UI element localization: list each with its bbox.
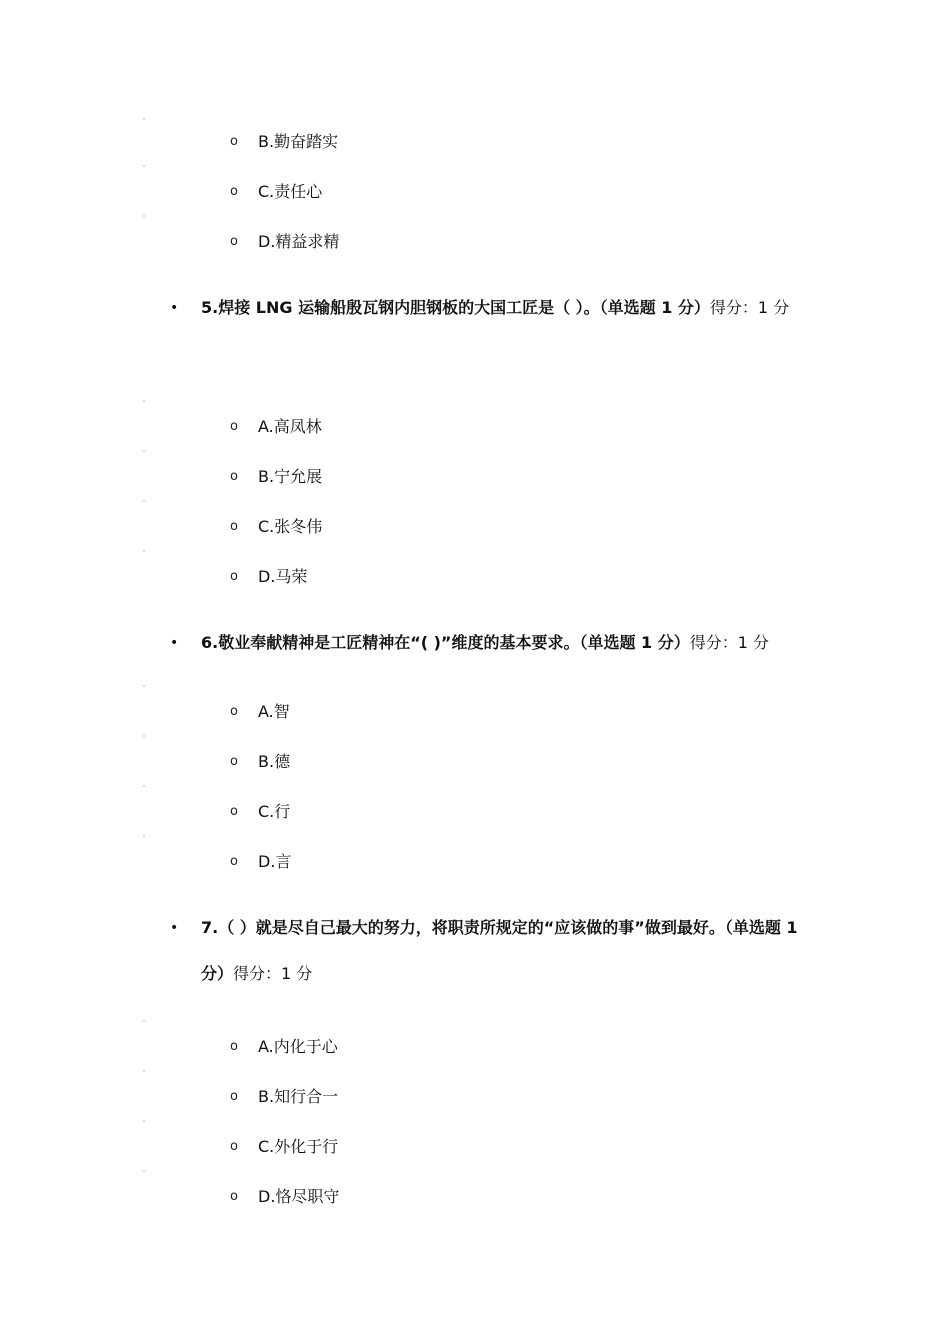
question-bullet: •: [170, 635, 179, 651]
q4-option-c[interactable]: [230, 180, 322, 204]
question-score: 得分：1 分: [233, 964, 313, 983]
question-5: [170, 285, 815, 331]
question-stem: 6.敬业奉献精神是工匠精神在“( )”维度的基本要求。（单选题 1 分）: [201, 633, 690, 652]
margin-dot: [143, 1020, 145, 1022]
option-label: A.高凤林: [258, 417, 322, 436]
option-bullet: o: [230, 804, 238, 819]
option-bullet: o: [230, 754, 238, 769]
q7-option-a[interactable]: [230, 1035, 338, 1059]
option-bullet: o: [230, 1039, 238, 1054]
option-bullet: o: [230, 519, 238, 534]
option-bullet: o: [230, 469, 238, 484]
option-label: D.恪尽职守: [258, 1187, 340, 1206]
option-label: D.言: [258, 852, 292, 871]
option-label: B.宁允展: [258, 467, 323, 486]
q6-option-a[interactable]: [230, 700, 290, 724]
option-label: D.精益求精: [258, 232, 340, 251]
option-bullet: o: [230, 569, 238, 584]
option-bullet: o: [230, 854, 238, 869]
margin-dot: [143, 400, 145, 402]
margin-dot: [143, 215, 145, 217]
margin-dot: [143, 785, 145, 787]
margin-dot: [143, 1170, 145, 1172]
q4-option-d[interactable]: [230, 230, 339, 254]
question-stem: 7.（ ）就是尽自己最大的努力，将职责所规定的“应该做的事”做到最好。（单选题 1 分）: [201, 918, 798, 983]
option-bullet: o: [230, 704, 238, 719]
option-label: C.行: [258, 802, 291, 821]
q5-option-c[interactable]: [230, 515, 322, 539]
option-label: B.德: [258, 752, 291, 771]
option-label: C.张冬伟: [258, 517, 323, 536]
question-text: [201, 285, 815, 331]
q6-option-d[interactable]: [230, 850, 291, 874]
margin-dot: [143, 118, 145, 120]
q5-option-b[interactable]: [230, 465, 322, 489]
q7-option-b[interactable]: [230, 1085, 338, 1109]
question-stem: 5.焊接 LNG 运输船殷瓦钢内胆钢板的大国工匠是（ ）。（单选题 1 分）: [201, 298, 710, 317]
margin-dot: [143, 165, 145, 167]
question-text: [201, 620, 815, 666]
q4-option-b[interactable]: [230, 130, 338, 154]
margin-dot: [143, 1120, 145, 1122]
option-bullet: o: [230, 234, 238, 249]
option-bullet: o: [230, 1139, 238, 1154]
margin-dot: [143, 500, 145, 502]
q7-option-d[interactable]: [230, 1185, 339, 1209]
margin-dot: [143, 835, 145, 837]
option-label: C.外化于行: [258, 1137, 339, 1156]
option-bullet: o: [230, 1189, 238, 1204]
q5-option-d[interactable]: [230, 565, 307, 589]
question-bullet: •: [170, 920, 179, 936]
option-bullet: o: [230, 419, 238, 434]
q7-option-c[interactable]: [230, 1135, 338, 1159]
option-label: B.知行合一: [258, 1087, 339, 1106]
option-bullet: o: [230, 134, 238, 149]
question-bullet: •: [170, 300, 179, 316]
option-label: B.勤奋踏实: [258, 132, 339, 151]
margin-dot: [143, 550, 145, 552]
question-score: 得分：1 分: [689, 633, 769, 652]
q5-option-a[interactable]: [230, 415, 322, 439]
option-bullet: o: [230, 1089, 238, 1104]
margin-dot: [143, 450, 145, 452]
q6-option-c[interactable]: [230, 800, 290, 824]
question-text: [201, 905, 815, 997]
option-label: A.内化于心: [258, 1037, 338, 1056]
option-bullet: o: [230, 184, 238, 199]
option-label: D.马荣: [258, 567, 308, 586]
question-score: 得分：1 分: [709, 298, 790, 317]
margin-dot: [143, 735, 145, 737]
margin-dot: [143, 685, 145, 687]
option-label: A.智: [258, 702, 290, 721]
option-label: C.责任心: [258, 182, 323, 201]
q6-option-b[interactable]: [230, 750, 290, 774]
question-7: [170, 905, 815, 997]
margin-dot: [143, 1070, 145, 1072]
question-6: [170, 620, 815, 666]
